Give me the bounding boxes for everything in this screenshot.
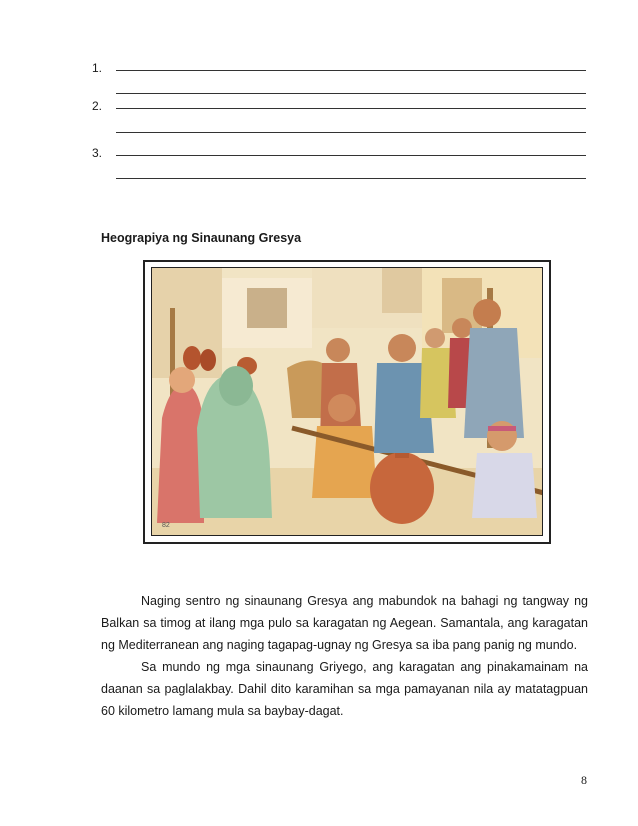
answer-line (116, 178, 586, 179)
body-text (101, 590, 588, 722)
section-heading: Heograpiya ng Sinaunang Gresya (101, 231, 302, 245)
question-number-1: 1. (92, 61, 103, 75)
answer-line (116, 70, 586, 71)
answer-line (116, 132, 586, 133)
paragraph: Sa mundo ng mga sinaunang Griyego, ang karagatan ang pinakamainam na daanan sa paglalakbay. Dahil dito karamihan sa mga pamayanan nila ay matatagpuan 60 kilometro lamang mula sa baybay-dagat. (101, 660, 588, 718)
question-number-2: 2. (92, 99, 103, 113)
paragraph: Naging sentro ng sinaunang Gresya ang mabundok na bahagi ng tangway ng Balkan sa timog at ilang mga pulo sa karagatan ng Aegean. Samantala, ang karagatan ng Mediterranean ang naging tagapag-ugnay ng Gresya sa iba pang panig ng mundo. (101, 594, 588, 652)
answer-line (116, 93, 586, 94)
illustration-page-number: 82 (162, 522, 170, 529)
answer-line (116, 155, 586, 156)
market-scene-illustration (151, 267, 543, 536)
answer-line (116, 108, 586, 109)
page-number: 8 (581, 773, 587, 787)
question-number-3: 3. (92, 146, 103, 160)
